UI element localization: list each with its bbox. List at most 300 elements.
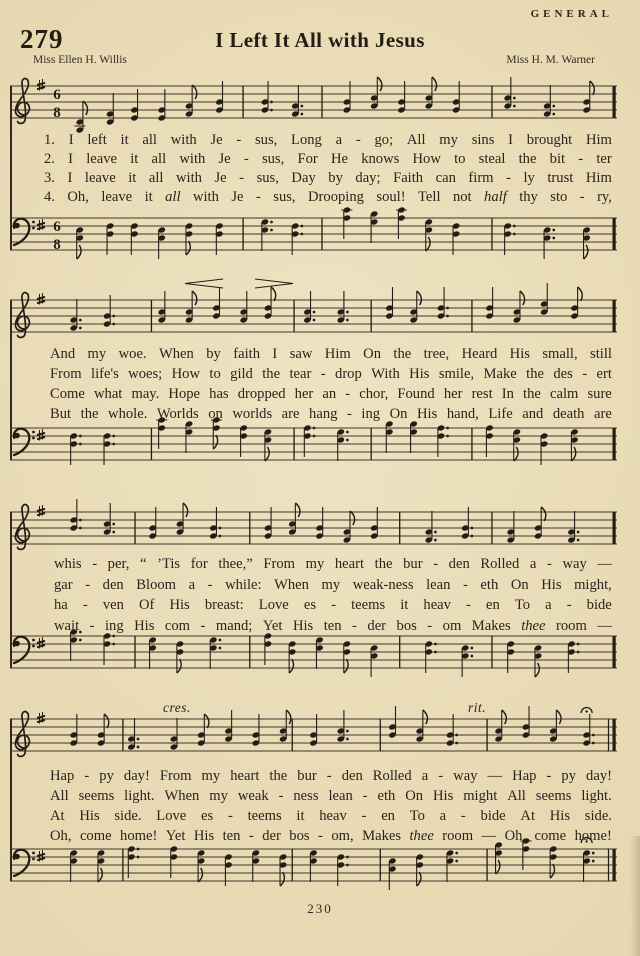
lyric-syllable: But [50, 406, 72, 422]
lyric-syllable: by [206, 346, 221, 362]
lyric-syllable: bur [403, 556, 423, 572]
treble-clef-icon [15, 79, 29, 124]
lyric-syllable: gar [54, 576, 73, 593]
note-chord [425, 218, 433, 251]
lyric-syllable: thee [521, 617, 546, 634]
lyric-syllable: en [381, 808, 395, 824]
lyric-syllable: Tell [418, 189, 441, 205]
lyric-syllable: dropped [237, 386, 286, 402]
note-chord [337, 428, 349, 461]
lyric-syllable: light. [581, 788, 612, 804]
lyric-syllable: side. [114, 808, 142, 824]
lyric-syllable: Je [231, 189, 244, 205]
lyric-syllable: come [534, 828, 567, 844]
lyric-syllable: may. [131, 386, 160, 402]
lyric-syllable: I [508, 132, 514, 148]
lyric-syllable: way [453, 768, 478, 784]
note-chord [264, 287, 276, 320]
treble-clef-icon [15, 293, 29, 338]
lyric-syllable: es [201, 808, 214, 824]
lyric-syllable: room [442, 828, 474, 844]
note-chord [279, 710, 291, 743]
lyric-syllable: Makes [362, 828, 402, 844]
note-chord [158, 291, 166, 324]
lyric-syllable: I [68, 151, 74, 167]
note-chord [534, 644, 542, 677]
lyric-syllable: hand, [446, 406, 479, 422]
lyric-syllable: - [85, 576, 91, 593]
lyric-syllable: with [192, 189, 219, 205]
lyric-syllable: - [462, 576, 468, 593]
note-chord [303, 291, 315, 324]
lyric-syllable: weak-ness [352, 576, 414, 593]
lyric-syllable: on [208, 406, 223, 422]
lyric-syllable: sus, [256, 170, 279, 186]
lyric-syllable: wait [54, 617, 80, 634]
lyric-syllable: can [435, 170, 456, 186]
time-signature [53, 219, 61, 253]
bass-clef-icon [14, 219, 35, 245]
lyric-syllable: bide [480, 808, 506, 824]
lyric-syllable: day; [355, 170, 381, 186]
lyrics-line-s3-v2 [54, 578, 612, 593]
lyric-syllable: woe. [118, 346, 147, 362]
note-chord [309, 849, 317, 882]
lyric-syllable: breast: [204, 597, 244, 613]
lyric-syllable: all [148, 170, 164, 186]
lyric-syllable: ert [596, 366, 612, 382]
sharp-icon [37, 712, 45, 724]
note-chord [385, 287, 393, 320]
composer-credit: Miss H. M. Warner [506, 54, 595, 66]
svg-text:6: 6 [53, 87, 61, 103]
note-chord [224, 710, 232, 743]
lyric-syllable: it [296, 808, 305, 824]
lyric-syllable: are [281, 406, 300, 422]
lyric-syllable: Rolled [480, 556, 520, 572]
lyric-syllable: He [330, 151, 348, 167]
lyric-syllable: - [200, 617, 206, 634]
lyric-syllable: For [297, 151, 318, 167]
lyric-syllable: all [165, 189, 181, 205]
lyric-syllable: my [87, 346, 107, 362]
scan-edge-shadow [630, 836, 640, 956]
lyric-syllable: her [443, 386, 463, 402]
lyric-syllable: - [466, 597, 471, 613]
note-chord [97, 849, 105, 882]
lyric-syllable: — [487, 768, 503, 784]
note-chord [74, 101, 87, 134]
lyric-syllable: All [406, 132, 426, 148]
lyric-syllable: go; [374, 132, 394, 148]
bass-clef-icon [14, 429, 35, 455]
note-chord [425, 77, 437, 110]
lyric-syllable: - [92, 556, 98, 572]
lyric-syllable: what [93, 386, 123, 402]
lyric-syllable: - [546, 768, 552, 784]
lyric-syllable: - [248, 828, 254, 844]
lyric-syllable: a [335, 132, 343, 148]
treble-staff-system-4 [0, 697, 640, 775]
lyric-syllable: ven [102, 597, 124, 613]
lyric-syllable: ’Tis [157, 556, 181, 572]
lyric-syllable: On [389, 406, 408, 422]
lyrics-line-s3-v3 [54, 598, 612, 613]
lyric-syllable: death [552, 406, 585, 422]
lyric-syllable: - [243, 151, 249, 167]
lyric-syllable: - [460, 808, 466, 824]
sharp-icon [37, 219, 45, 231]
lyric-syllable: with [170, 132, 197, 148]
lyric-syllable: has [209, 386, 229, 402]
lyrics-line-s4-v3 [50, 809, 612, 824]
note-chord [370, 77, 382, 110]
lyric-syllable: Faith [393, 170, 424, 186]
lyric-syllable: it [400, 597, 409, 613]
lyric-syllable: - [361, 808, 367, 824]
lyric-syllable: sins [471, 132, 495, 148]
lyric-syllable: ten [222, 828, 241, 844]
lyric-syllable: Him [324, 346, 351, 362]
lyric-syllable: heart [230, 768, 260, 784]
lyric-syllable: - [255, 189, 261, 205]
note-chord [176, 503, 188, 536]
lyric-syllable: 4. [44, 189, 55, 205]
lyric-syllable: ing [104, 617, 124, 634]
lyric-syllable: And [50, 346, 76, 362]
lyric-syllable: soul! [376, 189, 406, 205]
note-chord [337, 710, 349, 743]
lyric-syllable: I [272, 346, 278, 362]
lyric-syllable: To [409, 808, 425, 824]
lyric-syllable: 2. [44, 151, 55, 167]
note-chord [185, 420, 193, 453]
lyric-syllable: Hope [168, 386, 201, 402]
lyric-syllable: 3. [44, 170, 55, 186]
lyric-syllable: With [371, 366, 400, 382]
note-chord [461, 644, 473, 677]
lyric-syllable: a [188, 576, 196, 593]
svg-text:8: 8 [53, 105, 61, 121]
note-chord [261, 218, 273, 251]
lyric-syllable: Him [585, 170, 612, 186]
lyric-syllable: bos [289, 828, 310, 844]
lyric-syllable: des [553, 366, 573, 382]
sharp-icon [37, 850, 45, 862]
lyric-syllable: Makes [471, 617, 511, 634]
section-header: GENERAL [530, 8, 613, 20]
lyric-syllable: per, [107, 556, 130, 572]
lyric-syllable: All [50, 788, 69, 804]
lyric-syllable: to [209, 366, 221, 382]
lyric-syllable: worlds [232, 406, 273, 422]
lyric-syllable: leave [84, 170, 116, 186]
lyric-syllable: with [175, 170, 202, 186]
lyric-syllable: - [346, 406, 352, 422]
lyric-syllable: - [427, 617, 433, 634]
lyric-syllable: - [84, 768, 90, 784]
treble-clef-icon [15, 712, 29, 757]
note-chord [495, 710, 507, 743]
lyric-syllable: His [169, 597, 190, 613]
lyric-syllable: an [322, 386, 337, 402]
lyric-syllable: my [321, 576, 341, 593]
lyrics-line-s2-v2 [50, 367, 612, 382]
sharp-icon [37, 637, 45, 649]
lyric-syllable: all [142, 132, 157, 148]
lyric-syllable: my [439, 132, 458, 148]
lyric-syllable: py [561, 768, 577, 784]
svg-text:6: 6 [53, 219, 61, 235]
note-chord [149, 636, 157, 669]
lyric-syllable: Day [291, 170, 316, 186]
lyric-syllable: den [102, 576, 124, 593]
lyric-syllable: teems [351, 597, 386, 613]
note-chord [504, 77, 516, 110]
lyric-syllable: - [355, 132, 361, 148]
lyric-syllable: I [67, 170, 73, 186]
lyric-syllable: weak [237, 788, 269, 804]
lyric-syllable: teems [247, 808, 282, 824]
crescendo-hairpin-icon [183, 277, 225, 290]
lyric-syllable: Hap [50, 768, 75, 784]
lyric-syllable: the [518, 151, 537, 167]
lyric-syllable: bos [396, 617, 417, 634]
lyric-syllable: - [82, 597, 88, 613]
lyric-syllable: ter [596, 151, 612, 167]
lyric-syllable: Love [258, 597, 289, 613]
note-chord [485, 287, 493, 320]
lyric-syllable: sus, [254, 132, 278, 148]
lyrics-line-s3-v4 [54, 619, 612, 634]
lyrics-line-s3-v1 [54, 557, 612, 572]
hymn-number: 279 [20, 24, 64, 54]
system-left-barline [10, 300, 12, 460]
lyric-syllable: How [171, 366, 201, 382]
lyric-syllable: bur [297, 768, 317, 784]
system-left-barline [10, 86, 12, 250]
lyrics-line-s1-v1 [44, 133, 612, 148]
note-chord [388, 857, 396, 890]
lyric-syllable: His [409, 366, 430, 382]
lyric-syllable: Come [50, 386, 85, 402]
lyric-syllable: drop [335, 366, 362, 382]
lyricist-credit: Miss Ellen H. Willis [33, 54, 127, 66]
lyric-syllable: On [363, 346, 381, 362]
lyric-syllable: eth [377, 788, 396, 804]
lyric-syllable: home! [574, 828, 612, 844]
lyric-syllable: - [331, 597, 336, 613]
lyric-syllable: it [128, 170, 137, 186]
lyric-syllable: a [439, 808, 447, 824]
lyric-syllable: life's [91, 366, 119, 382]
note-chord [252, 849, 260, 882]
lyric-syllable: His [292, 617, 314, 634]
lyric-syllable: whis [54, 556, 82, 572]
lyric-syllable: light. [124, 788, 155, 804]
lyric-syllable: Rolled [372, 768, 412, 784]
lyric-syllable: - [506, 170, 511, 186]
svg-text:8: 8 [53, 237, 61, 253]
lyric-syllable: sure [587, 386, 612, 402]
lyric-syllable: To [514, 597, 531, 613]
lyric-syllable: From [263, 556, 295, 572]
lyric-syllable: When [274, 576, 309, 593]
lyric-syllable: while: [225, 576, 262, 593]
note-chord [158, 226, 166, 259]
lyric-syllable: thee [409, 828, 434, 844]
note-chord [425, 511, 437, 544]
lyric-syllable: ness [293, 788, 319, 804]
lyric-syllable: a [529, 556, 537, 572]
time-signature [53, 87, 61, 121]
lyric-syllable: the [526, 366, 544, 382]
lyric-syllable: - [278, 788, 284, 804]
fermata-icon [581, 708, 592, 714]
lyric-syllable: ha [54, 597, 68, 613]
lyrics-line-s1-v3 [44, 171, 612, 186]
lyric-syllable: All [507, 788, 526, 804]
lyric-syllable: gild [230, 366, 253, 382]
note-chord [106, 93, 114, 126]
lyric-syllable: smile, [438, 366, 475, 382]
lyric-syllable: I [68, 132, 74, 148]
note-chord [343, 511, 355, 544]
lyric-syllable: His [416, 406, 438, 422]
lyric-syllable: come [79, 828, 112, 844]
lyric-syllable: Oh, [50, 828, 72, 844]
lyric-syllable: Long [291, 132, 322, 148]
note-chord [264, 428, 272, 461]
lyric-syllable: to [454, 151, 466, 167]
lyric-syllable: Love [156, 808, 187, 824]
bass-staff-system-1 [0, 196, 640, 274]
lyric-syllable: calm [549, 386, 579, 402]
lyric-syllable: His [433, 788, 454, 804]
lyric-syllable: At [50, 808, 65, 824]
note-chord [446, 849, 458, 882]
lyric-syllable: Of [138, 597, 155, 613]
lyrics-line-s1-v2 [44, 152, 612, 167]
lyric-syllable: When [164, 788, 200, 804]
note-chord [197, 849, 205, 882]
note-chord [337, 291, 349, 324]
lyric-syllable: the [374, 556, 393, 572]
note-chord [507, 511, 515, 544]
lyric-syllable: room [556, 617, 587, 634]
treble-staff-system-2 [0, 278, 640, 356]
lyric-syllable: In [501, 386, 514, 402]
lyric-syllable: knows [361, 151, 400, 167]
lyric-syllable: - [578, 151, 584, 167]
note-chord [370, 210, 378, 243]
lyric-syllable: chor, [359, 386, 389, 402]
lyric-syllable: Him [585, 132, 612, 148]
lyric-syllable: whole. [108, 406, 148, 422]
lyric-syllable: the [393, 346, 412, 362]
lyrics-line-s4-v4 [50, 829, 612, 844]
lyric-syllable: Yet [262, 617, 283, 634]
note-chord [549, 710, 561, 743]
lyric-syllable: her [294, 386, 314, 402]
note-chord [437, 287, 449, 320]
note-chord [70, 299, 82, 332]
sharp-icon [37, 293, 45, 305]
lyric-syllable: sus, [261, 151, 285, 167]
note-chord [288, 503, 300, 536]
lyric-syllable: com [164, 617, 191, 634]
lyric-syllable: der [262, 828, 281, 844]
lyric-syllable: der [367, 617, 387, 634]
lyric-syllable: How [412, 151, 441, 167]
lyric-syllable: Oh, [504, 828, 527, 844]
note-chord [543, 85, 555, 118]
page-number: 230 [307, 901, 333, 916]
note-chord [388, 706, 396, 739]
lyrics-line-s2-v1 [50, 347, 612, 362]
system-left-barline [10, 719, 12, 881]
lyric-syllable: - [438, 768, 444, 784]
bass-clef-icon [14, 637, 35, 663]
lyrics-line-s4-v2 [50, 789, 612, 804]
lyric-syllable: my [305, 556, 325, 572]
lyric-syllable: om, [331, 828, 354, 844]
lyric-syllable: woes; [128, 366, 163, 382]
note-chord [410, 291, 422, 324]
lyric-syllable: it [144, 189, 153, 205]
note-chord [385, 420, 393, 453]
lyrics-line-s2-v3 [50, 387, 612, 402]
lyric-syllable: leave [101, 189, 133, 205]
treble-staff-system-1 [0, 64, 640, 142]
lyric-syllable: home! [120, 828, 158, 844]
lyric-syllable: His [541, 576, 562, 593]
lyric-syllable: the [269, 768, 288, 784]
lyric-syllable: are [594, 406, 612, 422]
note-chord [185, 291, 197, 324]
lyric-syllable: Heard [461, 346, 498, 362]
lyric-syllable: Bloom [136, 576, 177, 593]
note-chord [103, 503, 115, 536]
dynamic-marking: cres. [163, 700, 191, 715]
lyric-syllable: Drooping [308, 189, 364, 205]
lyric-syllable: ten [323, 617, 342, 634]
lyric-syllable: - [239, 170, 245, 186]
lyric-syllable: lean [426, 576, 451, 593]
note-chord [570, 287, 582, 320]
lyric-syllable: - [345, 386, 351, 402]
note-chord [540, 283, 548, 316]
lyric-syllable: - [320, 366, 326, 382]
lyric-syllable: faith [233, 346, 260, 362]
note-chord [70, 849, 78, 882]
note-chord [583, 226, 591, 259]
lyric-syllable: lean [328, 788, 353, 804]
system-left-barline [10, 512, 12, 668]
lyric-syllable: - [236, 132, 242, 148]
lyric-syllable: At [520, 808, 536, 824]
lyric-syllable: - [89, 617, 95, 634]
lyric-syllable: - [326, 768, 332, 784]
lyrics-line-s4-v1 [50, 769, 612, 784]
lyric-syllable: trust [547, 170, 574, 186]
lyric-syllable: steal [478, 151, 506, 167]
dynamic-marking: rit. [468, 700, 487, 715]
lyric-syllable: a [421, 768, 429, 784]
lyric-syllable: seems [78, 788, 115, 804]
note-chord [513, 291, 525, 324]
lyric-syllable: might [463, 788, 498, 804]
